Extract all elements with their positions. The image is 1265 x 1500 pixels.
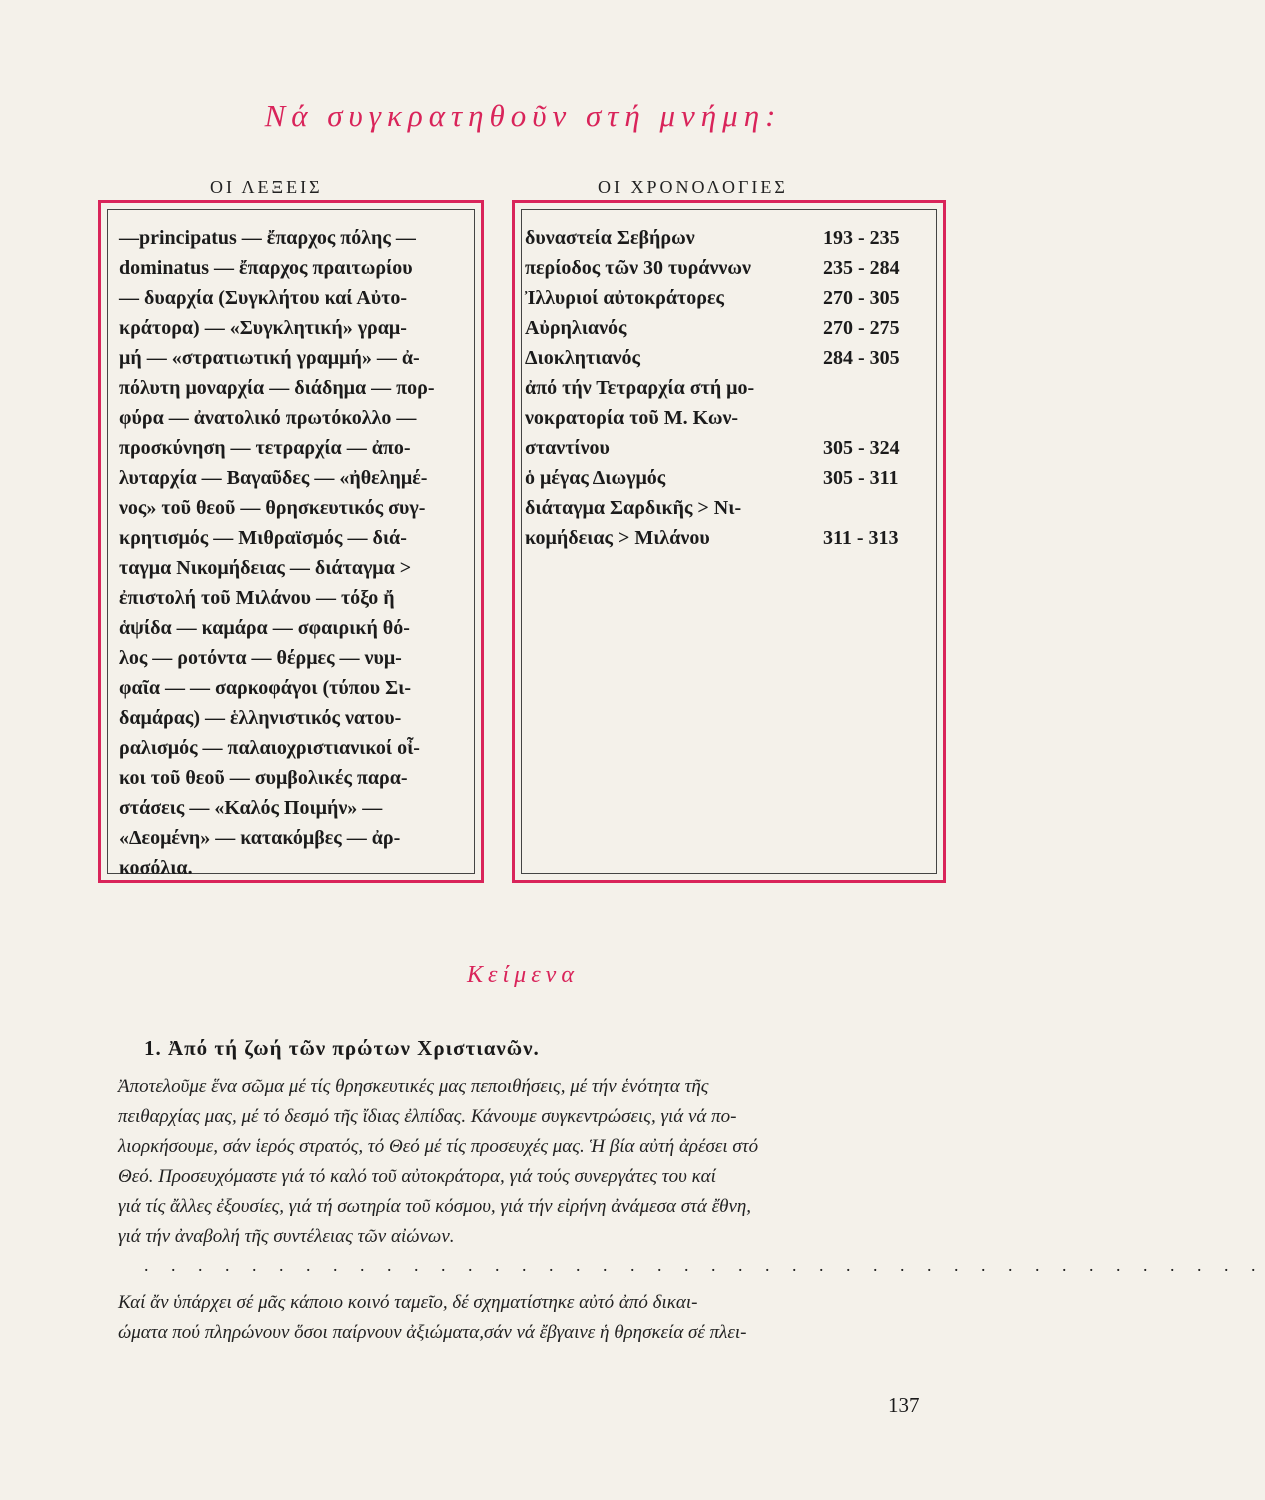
text-line: Θεό. Προσευχόμαστε γιά τό καλό τοῦ αὐτοκράτορα, γιά τούς συνεργάτες του καί bbox=[118, 1166, 716, 1187]
chronology-label: κομήδειας > Μιλάνου bbox=[525, 527, 710, 549]
term-line: δαμάρας) — ἑλληνιστικός νατου- bbox=[119, 707, 402, 729]
text-line: γιά τήν ἀναβολή τῆς συντέλειας τῶν αἰώνων. bbox=[118, 1226, 455, 1247]
chronology-label: ὁ μέγας Διωγμός bbox=[525, 467, 666, 489]
chronology-label: περίοδος τῶν 30 τυράννων bbox=[525, 257, 751, 279]
term-line: λος — ροτόντα — θέρμες — νυμ- bbox=[119, 647, 402, 669]
term-line: κοι τοῦ θεοῦ — συμβολικές παρα- bbox=[119, 767, 408, 789]
term-line: dominatus — ἔπαρχος πραιτωρίου bbox=[119, 257, 413, 279]
text-line: πειθαρχίας μας, μέ τό δεσμό τῆς ἴδιας ἐλπίδας. Κάνουμε συγκεντρώσεις, γιά νά πο- bbox=[118, 1106, 737, 1127]
chronology-row bbox=[525, 493, 920, 523]
chronology-row bbox=[525, 523, 920, 553]
chronology-row bbox=[525, 313, 920, 343]
ellipsis-separator: . . . . . . . . . . . . . . . . . . . . . . . . . . . . . . . . . . . . . . . . . . bbox=[144, 1255, 1265, 1275]
paragraph-2 bbox=[118, 1288, 930, 1348]
term-line: πόλυτη μοναρχία — διάδημα — πορ- bbox=[119, 377, 435, 399]
term-line: στάσεις — «Καλός Ποιμήν» — bbox=[119, 797, 383, 819]
text-line: λιορκήσουμε, σάν ἱερός στρατός, τό Θεό μέ τίς προσευχές μας. Ἡ βία αὐτή ἀρέσει στό bbox=[118, 1136, 759, 1157]
term-line: φύρα — ἀνατολικό πρωτόκολλο — bbox=[119, 407, 417, 429]
chronology-row bbox=[525, 343, 920, 373]
text-line: ώματα πού πληρώνουν ὅσοι παίρνουν ἀξιώματα,σάν νά ἔβγαινε ἡ θρησκεία σέ πλει- bbox=[118, 1322, 747, 1343]
text-line: γιά τίς ἄλλες ἐξουσίες, γιά τή σωτηρία τοῦ κόσμου, γιά τήν εἰρήνη ἀνάμεσα στά ἔθνη, bbox=[118, 1196, 752, 1217]
page-title: Νά συγκρατηθοῦν στή μνήμη: bbox=[264, 98, 782, 133]
terms-box bbox=[98, 200, 484, 883]
term-line: φαῖα — — σαρκοφάγοι (τύπου Σι- bbox=[119, 677, 412, 699]
term-line: — δυαρχία (Συγκλήτου καί Αὐτο- bbox=[119, 287, 408, 309]
page-number: 137 bbox=[888, 1393, 920, 1417]
chronology-row bbox=[525, 403, 920, 433]
chronology-label: σταντίνου bbox=[525, 437, 610, 459]
term-line: νος» τοῦ θεοῦ — θρησκευτικός συγ- bbox=[119, 497, 426, 519]
chronology-label: νοκρατορία τοῦ Μ. Κων- bbox=[525, 407, 739, 429]
chronology-label: Διοκλητιανός bbox=[525, 347, 640, 369]
chronology-years: 193 - 235 bbox=[823, 227, 900, 249]
chronology-label: Ἰλλυριοί αὐτοκράτορες bbox=[525, 287, 724, 309]
chronology-box bbox=[512, 200, 946, 883]
text-line: Καί ἄν ὑπάρχει σέ μᾶς κάποιο κοινό ταμεῖο, δέ σχηματίστηκε αὐτό ἀπό δικαι- bbox=[118, 1292, 698, 1313]
chronology-years: 311 - 313 bbox=[823, 527, 899, 549]
term-line: μή — «στρατιωτική γραμμή» — ἀ- bbox=[119, 347, 420, 369]
text-subheading: 1. Ἀπό τή ζωή τῶν πρώτων Χριστιανῶν. bbox=[144, 1036, 540, 1060]
chronology-row bbox=[525, 433, 920, 463]
term-line: κράτορα) — «Συγκλητική» γραμ- bbox=[119, 317, 407, 339]
paragraph-1 bbox=[118, 1072, 930, 1252]
chronology-label: ἀπό τήν Τετραρχία στή μο- bbox=[525, 377, 755, 399]
chronology-row bbox=[525, 373, 920, 403]
chronology-years: 270 - 305 bbox=[823, 287, 900, 309]
term-line: ἁψίδα — καμάρα — σφαιρική θό- bbox=[119, 617, 410, 639]
term-line: —principatus — ἔπαρχος πόλης — bbox=[119, 227, 416, 249]
chronology-row bbox=[525, 223, 920, 253]
chronology-label: δυναστεία Σεβήρων bbox=[525, 227, 695, 249]
term-line: «Δεομένη» — κατακόμβες — ἀρ- bbox=[119, 827, 401, 849]
term-line: προσκύνηση — τετραρχία — ἀπο- bbox=[119, 437, 411, 459]
chronology-table bbox=[525, 223, 920, 553]
dates-column-header: ΟΙ ΧΡΟΝΟΛΟΓΙΕΣ bbox=[598, 177, 788, 197]
term-line: λυταρχία — Βαγαῦδες — «ἠθελημέ- bbox=[119, 467, 428, 489]
chronology-years: 305 - 324 bbox=[823, 437, 900, 459]
chronology-label: διάταγμα Σαρδικῆς > Νι- bbox=[525, 497, 742, 519]
term-line: ραλισμός — παλαιοχριστιανικοί οἶ- bbox=[119, 737, 420, 759]
words-column-header: ΟΙ ΛΕΞΕΙΣ bbox=[210, 177, 323, 197]
term-line: κοσόλια. bbox=[119, 857, 193, 879]
chronology-years: 270 - 275 bbox=[823, 317, 900, 339]
chronology-row bbox=[525, 463, 920, 493]
terms-list bbox=[119, 223, 464, 883]
chronology-row bbox=[525, 283, 920, 313]
chronology-label: Αὐρηλιανός bbox=[525, 317, 627, 339]
term-line: ταγμα Νικομήδειας — διάταγμα > bbox=[119, 557, 412, 579]
chronology-years: 305 - 311 bbox=[823, 467, 899, 489]
chronology-years: 284 - 305 bbox=[823, 347, 900, 369]
chronology-row bbox=[525, 253, 920, 283]
section-title: Κείμενα bbox=[467, 962, 579, 988]
text-line: Ἀποτελοῦμε ἕνα σῶμα μέ τίς θρησκευτικές μας πεποιθήσεις, μέ τήν ἑνότητα τῆς bbox=[118, 1076, 709, 1097]
term-line: κρητισμός — Μιθραϊσμός — διά- bbox=[119, 527, 407, 549]
term-line: ἐπιστολή τοῦ Μιλάνου — τόξο ἤ bbox=[119, 587, 395, 609]
chronology-years: 235 - 284 bbox=[823, 257, 900, 279]
